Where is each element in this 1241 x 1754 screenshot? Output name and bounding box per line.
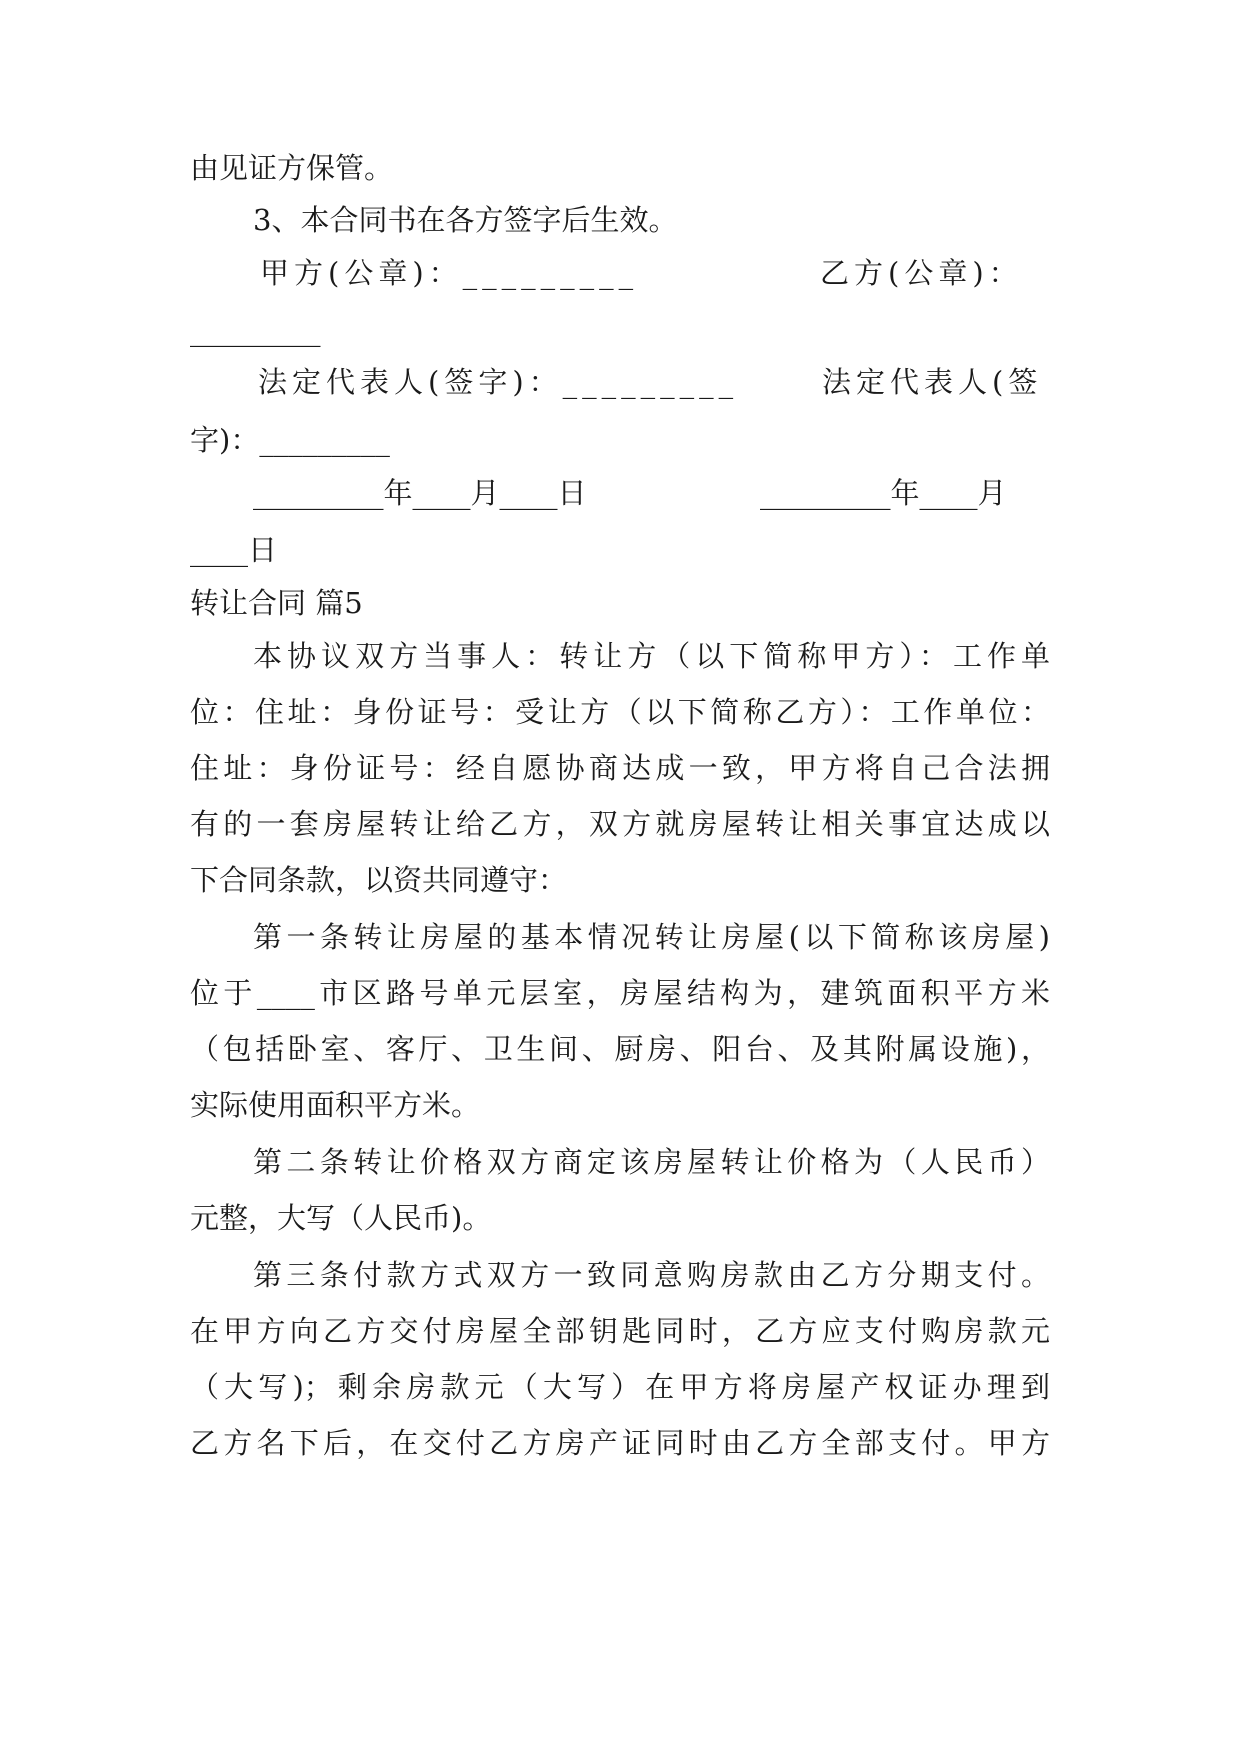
- paragraph-line: 下合同条款，以资共同遵守：: [190, 863, 568, 897]
- party-a-seal: 甲方(公章)：_________: [260, 256, 639, 290]
- party-b-date-cont: ____日: [190, 533, 278, 567]
- party-b-seal-blank: _________: [190, 313, 321, 347]
- paragraph-line: 位：住址：身份证号：受让方（以下简称乙方）：工作单位：: [190, 695, 1050, 729]
- party-b-representative: 法定代表人(签: [822, 365, 1043, 399]
- paragraph-line: 住址：身份证号：经自愿协商达成一致，甲方将自己合法拥: [190, 751, 1050, 785]
- party-b-representative-cont: 字)：_________: [190, 423, 390, 457]
- paragraph-line: 本协议双方当事人：转让方（以下简称甲方）：工作单: [253, 639, 1050, 673]
- paragraph-line: 位于____市区路号单元层室，房屋结构为，建筑面积平方米: [190, 976, 1050, 1010]
- party-a-representative: 法定代表人(签字)：_________: [258, 365, 739, 399]
- party-a-date: _________年____月____日: [253, 476, 587, 510]
- article-3: 第三条付款方式双方一致同意购房款由乙方分期支付。: [253, 1258, 1050, 1292]
- paragraph-line: 乙方名下后，在交付乙方房产证同时由乙方全部支付。甲方: [190, 1426, 1050, 1460]
- party-b-seal: 乙方(公章)：: [820, 256, 1023, 290]
- paragraph-line: 元整，大写（人民币)。: [190, 1201, 492, 1235]
- paragraph-line: 实际使用面积平方米。: [190, 1088, 481, 1122]
- paragraph-line: （大写)；剩余房款元（大写）在甲方将房屋产权证办理到: [190, 1370, 1050, 1404]
- article-2: 第二条转让价格双方商定该房屋转让价格为（人民币）: [253, 1145, 1050, 1179]
- clause-3: 3、本合同书在各方签字后生效。: [253, 203, 678, 237]
- party-b-date: _________年____月: [760, 476, 1007, 510]
- paragraph-line: 有的一套房屋转让给乙方，双方就房屋转让相关事宜达成以: [190, 807, 1050, 841]
- article-1: 第一条转让房屋的基本情况转让房屋(以下简称该房屋): [253, 920, 1050, 954]
- paragraph-line: （包括卧室、客厅、卫生间、厨房、阳台、及其附属设施)，: [190, 1032, 1050, 1066]
- section-heading: 转让合同 篇5: [190, 586, 363, 620]
- text-line: 由见证方保管。: [190, 151, 394, 185]
- paragraph-line: 在甲方向乙方交付房屋全部钥匙同时，乙方应支付购房款元: [190, 1314, 1050, 1348]
